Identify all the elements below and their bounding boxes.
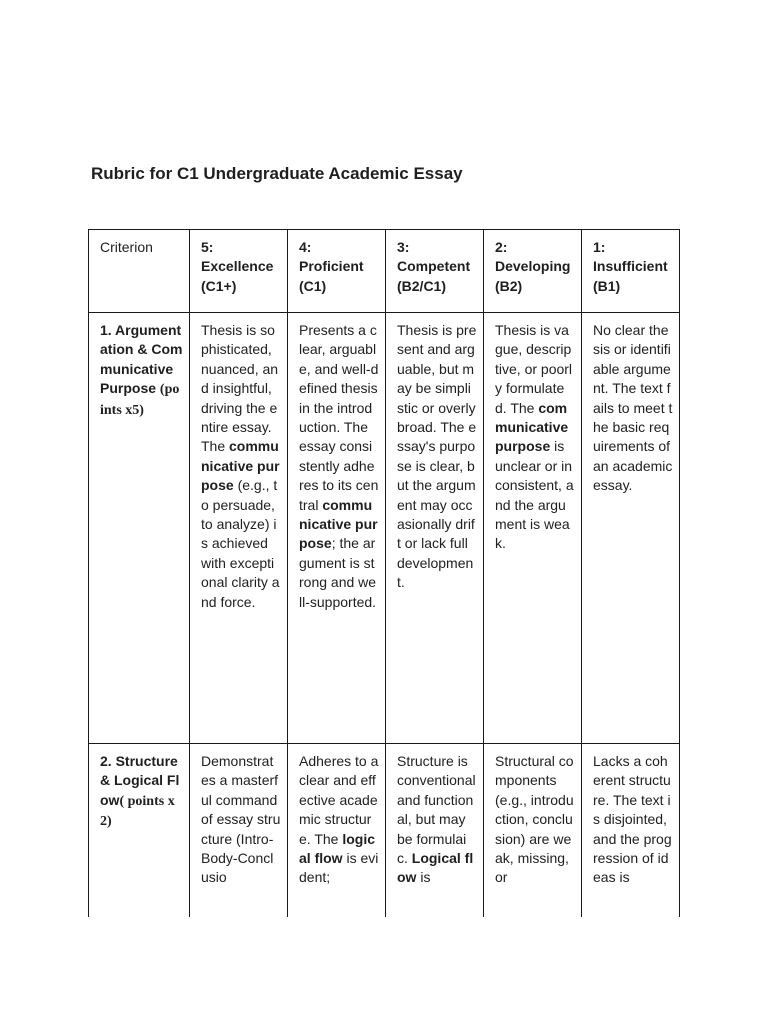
level-header-1 (582, 230, 680, 313)
level-header-3 (386, 230, 484, 313)
descriptor-text: Demonstrates a masterful command of essay structure (Intro-Body-Conclusio (201, 753, 281, 886)
descriptor-text: Adheres to a clear and effective academic structure. The (299, 753, 379, 847)
descriptor-text: is (416, 869, 431, 886)
level-number: 1: (593, 239, 606, 255)
descriptor-cell-level-2 (484, 744, 582, 918)
level-name: Excellence (C1+) (201, 258, 274, 294)
descriptor-keyword: communicative purpose (495, 399, 569, 455)
descriptor-keyword: Logical flow (397, 850, 474, 886)
criterion-name: 2. Structure & Logical Flow (100, 753, 180, 808)
criterion-cell (89, 744, 190, 918)
document-title: Rubric for C1 Undergraduate Academic Essay (91, 164, 463, 183)
descriptor-text: Thesis is sophisticated, nuanced, and insightful, driving the entire essay. The (201, 322, 279, 455)
descriptor-text: No clear thesis or identifiable argument. The text fails to meet the basic requirements of an academic essay. (593, 322, 673, 494)
descriptor-text: is evident; (299, 850, 379, 886)
level-name: Competent (B2/C1) (397, 258, 471, 294)
rubric-table (88, 229, 680, 917)
descriptor-text: Lacks a coherent structure. The text is disjointed, and the progression of ideas is (593, 753, 672, 886)
descriptor-text: Structure is conventional and functional, but may be formulaic. (397, 753, 476, 867)
level-header-4 (288, 230, 386, 313)
descriptor-text: (e.g., to persuade, to analyze) is achieved with exceptional clarity and force. (201, 477, 280, 610)
descriptor-keyword: communicative purpose (299, 496, 378, 552)
level-number: 5: (201, 239, 214, 255)
descriptor-text: Thesis is vague, descriptive, or poorly formulated. The (495, 322, 573, 416)
descriptor-text: Thesis is present and arguable, but may be simplistic or overly broad. The essay's purpose is clear, but the argument may occasionally drift or lack full development. (397, 322, 477, 591)
descriptor-cell-level-3 (386, 744, 484, 918)
criterion-cell (89, 313, 190, 744)
level-header-2 (484, 230, 582, 313)
descriptor-text: ; the argument is strong and well-supported. (299, 535, 377, 610)
descriptor-cell-level-3 (386, 313, 484, 744)
descriptor-text: Structural components (e.g., introduction, conclusion) are weak, missing, or (495, 753, 574, 886)
descriptor-cell-level-2 (484, 313, 582, 744)
descriptor-text: Presents a clear, arguable, and well-defined thesis in the introduction. The essay consistently adheres to its central (299, 322, 379, 513)
descriptor-text: is unclear or inconsistent, and the argument is weak. (495, 438, 574, 552)
criterion-points: ( points x2) (100, 793, 175, 830)
rubric-table-container (88, 229, 680, 917)
level-name: Insufficient (B1) (593, 258, 668, 294)
level-number: 2: (495, 239, 508, 255)
criterion-header: Criterion (89, 230, 190, 313)
descriptor-keyword: communicative purpose (201, 438, 280, 494)
descriptor-keyword: logical flow (299, 830, 375, 867)
rubric-row-argumentation (89, 313, 680, 744)
criterion-name: 1. Argumentation & Communicative Purpose (100, 322, 183, 397)
descriptor-cell-level-5 (190, 744, 288, 918)
rubric-row-structure (89, 744, 680, 918)
level-number: 3: (397, 239, 410, 255)
descriptor-cell-level-1 (582, 744, 680, 918)
criterion-points: (points x5) (100, 382, 180, 418)
level-number: 4: (299, 239, 312, 255)
descriptor-cell-level-5 (190, 313, 288, 744)
level-name: Proficient (C1) (299, 258, 364, 294)
header-row (89, 230, 680, 313)
descriptor-cell-level-4 (288, 313, 386, 744)
descriptor-cell-level-4 (288, 744, 386, 918)
level-header-5 (190, 230, 288, 313)
level-name: Developing (B2) (495, 258, 571, 294)
descriptor-cell-level-1 (582, 313, 680, 744)
